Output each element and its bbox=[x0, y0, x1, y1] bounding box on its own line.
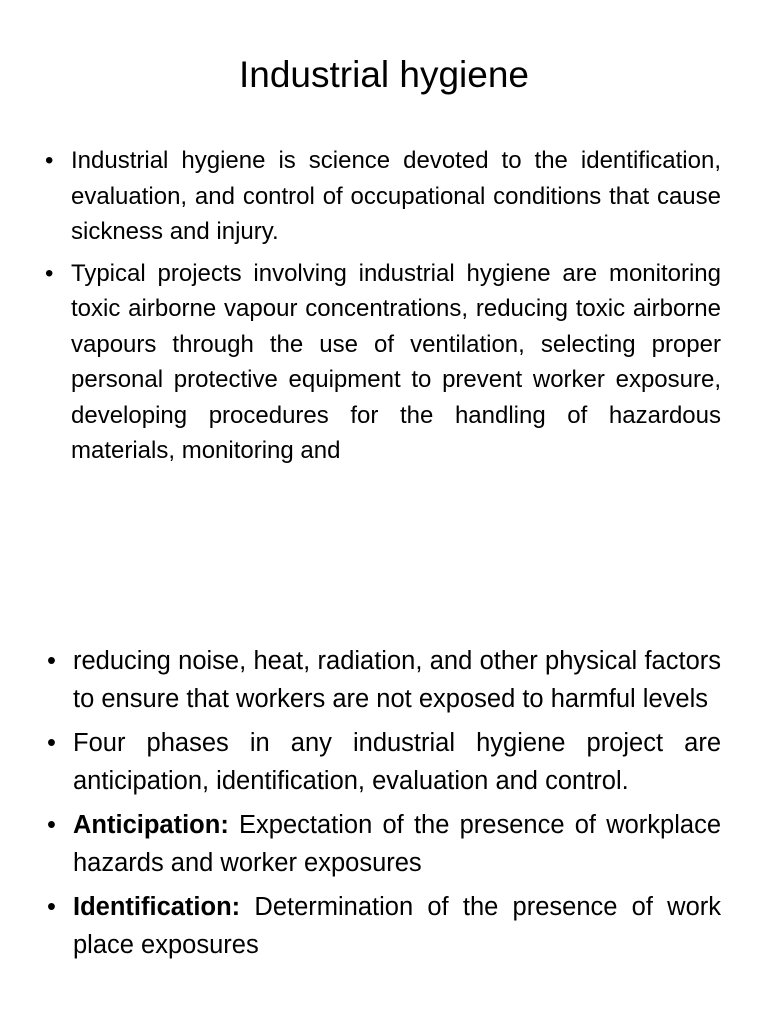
bullet-text: Industrial hygiene is science devoted to the identification, evaluation, and control of occupational conditions that cause sickness and injury. bbox=[71, 147, 721, 245]
slide1-bullet-list bbox=[45, 143, 721, 475]
slide-title: Industrial hygiene bbox=[238, 54, 530, 95]
slide2-bullet-list bbox=[47, 642, 722, 970]
bullet-text: Typical projects involving industrial hygiene are monitoring toxic airborne vapour concentrations, reducing toxic airborne vapours through the use of ventilation, selecting proper personal protective equipment to prevent worker exposure, developing procedures for the handling of hazardous materials, monitoring and bbox=[71, 259, 721, 464]
bullet-text: reducing noise, heat, radiation, and other physical factors to ensure that workers are not exposed to harmful levels bbox=[73, 647, 721, 713]
bullet-marker: • bbox=[47, 729, 56, 757]
bullet-marker: • bbox=[45, 259, 54, 287]
definition-item-anticipation bbox=[47, 806, 722, 882]
definition-item-identification bbox=[47, 888, 721, 964]
bullet-marker: • bbox=[47, 811, 56, 839]
bullet-marker: • bbox=[45, 147, 54, 174]
bullet-item bbox=[45, 143, 721, 250]
definition-text: Expectation of the presence of workplace hazards and worker exposures bbox=[73, 811, 722, 877]
definition-term: Identification: bbox=[73, 893, 241, 921]
bullet-marker: • bbox=[47, 647, 56, 675]
bullet-item bbox=[45, 256, 721, 469]
definition-term: Anticipation: bbox=[73, 811, 229, 839]
bullet-item bbox=[47, 724, 721, 800]
bullet-text: Four phases in any industrial hygiene project are anticipation, identification, evaluation and control. bbox=[73, 729, 721, 795]
bullet-item bbox=[47, 642, 721, 718]
definition-text: Determination of the presence of work place exposures bbox=[73, 893, 721, 959]
bullet-marker: • bbox=[47, 893, 56, 921]
